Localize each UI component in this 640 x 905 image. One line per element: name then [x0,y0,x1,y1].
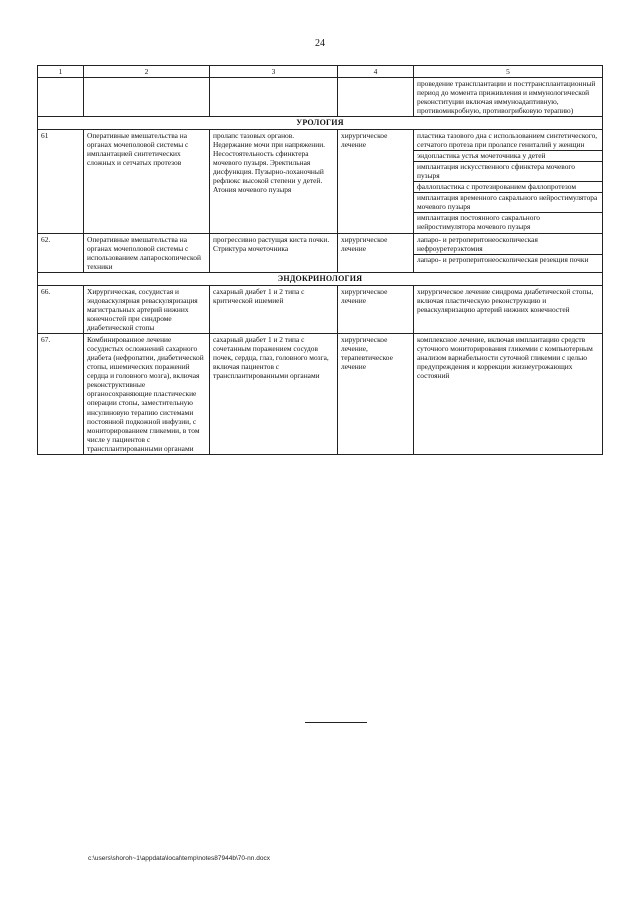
header-col-2: 2 [84,66,210,78]
intervention-name: Хирургическая, сосудистая и эндоваскулярная реваскуляризация магистральных артерий нижних конечностей при синдроме диабетической стопы [84,286,210,334]
intervention-name: Оперативные вмешательства на органах мочеполовой системы с использованием лапароскопической техники [84,234,210,273]
diagnosis: сахарный диабет 1 и 2 типа с критической ишемией [210,286,338,334]
row-number: 62. [38,234,84,273]
treatment-method: имплантация постоянного сакрального нейростимулятора мочевого пузыря [417,213,540,232]
footnote-separator [305,722,367,723]
treatment-method: имплантация искусственного сфинктера мочевого пузыря [414,162,602,182]
treatment-methods [414,129,603,233]
treatment-methods [414,234,603,273]
continuation-treatment: проведение трансплантации и посттрансплантационный период до момента приживления и иммунологической реконституции включая иммуноадаптивную, противомикробную, противогрибковую терапию) [414,78,603,117]
table-row [38,334,603,454]
intervention-name: Оперативные вмешательства на органах мочеполовой системы с имплантацией синтетических сложных и сетчатых протезов [84,129,210,233]
treatment-method: лапаро- и ретроперитонеоскопическая нефроуретерэктомия [414,235,602,255]
treatment-method: эндопластика устья мочеточника у детей [414,151,602,162]
treatment-method: имплантация временного сакрального нейростимулятора мочевого пузыря [414,193,602,213]
empty-cell [84,78,210,117]
treatment-method: комплексное лечение, включая имплантацию средств суточного мониторирования гликемии с компьютерным анализом вариабельности суточной гликемии с целью предупреждения и коррекции жизнеугрожающих состояний [417,335,593,381]
diagnosis: сахарный диабет 1 и 2 типа с сочетанным поражением сосудов почек, сердца, глаз, головного мозга, включая пациентов с трансплантированными органами [210,334,338,454]
table-row [38,78,603,117]
treatment-type: хирургическое лечение [338,129,414,233]
treatment-methods [414,334,603,454]
empty-cell [338,78,414,117]
diagnosis: прогрессивно растущая киста почки. Стриктура мочеточника [210,234,338,273]
treatment-type: хирургическое лечение, терапевтическое лечение [338,334,414,454]
treatment-type: хирургическое лечение [338,234,414,273]
section-title-endocrinology: ЭНДОКРИНОЛОГИЯ [38,273,603,286]
header-col-1: 1 [38,66,84,78]
services-table [37,65,603,455]
table-row [38,286,603,334]
row-number: 67. [38,334,84,454]
page-number: 24 [315,38,325,49]
diagnosis: пролапс тазовых органов. Недержание мочи при напряжении. Несостоятельность сфинктера мочевого пузыря. Эректильная дисфункция. Пузырно-лоханочный рефлюкс высокой степени у детей. Атония мочевого пузыря [210,129,338,233]
treatment-method: лапаро- и ретроперитонеоскопическая резекция почки [417,255,589,265]
header-col-4: 4 [338,66,414,78]
treatment-method: фаллопластика с протезированием фаллопротезом [414,182,602,193]
empty-cell [38,78,84,117]
section-row [38,273,603,286]
treatment-method: пластика тазового дна с использованием синтетического, сетчатого протеза при пролапсе гениталий у женщин [414,131,602,151]
intervention-name: Комбинированное лечение сосудистых осложнений сахарного диабета (нефропатии, диабетической стопы, ишемических поражений сердца и головного мозга), включая реконструктивные органосохраняющие пластические операции стопы, заместительную инсулиновую терапию системами постоянной подкожной инфузии, с мониторированием гликемии, в том числе у пациентов с трансплантированными органами [84,334,210,454]
header-col-3: 3 [210,66,338,78]
row-number: 66. [38,286,84,334]
header-row [38,66,603,78]
treatment-method: хирургическое лечение синдрома диабетической стопы, включая пластическую реконструкцию и реваскуляризацию артерий нижних конечностей [417,287,594,315]
footer-file-path: c:\users\shoroh~1\appdata\local\temp\notes87944b\70-nn.docx [88,855,270,862]
section-row [38,117,603,130]
header-col-5: 5 [414,66,603,78]
table-row [38,129,603,233]
row-number: 61 [38,129,84,233]
empty-cell [210,78,338,117]
treatment-methods [414,286,603,334]
table-row [38,234,603,273]
treatment-type: хирургическое лечение [338,286,414,334]
section-title-urology: УРОЛОГИЯ [38,117,603,130]
